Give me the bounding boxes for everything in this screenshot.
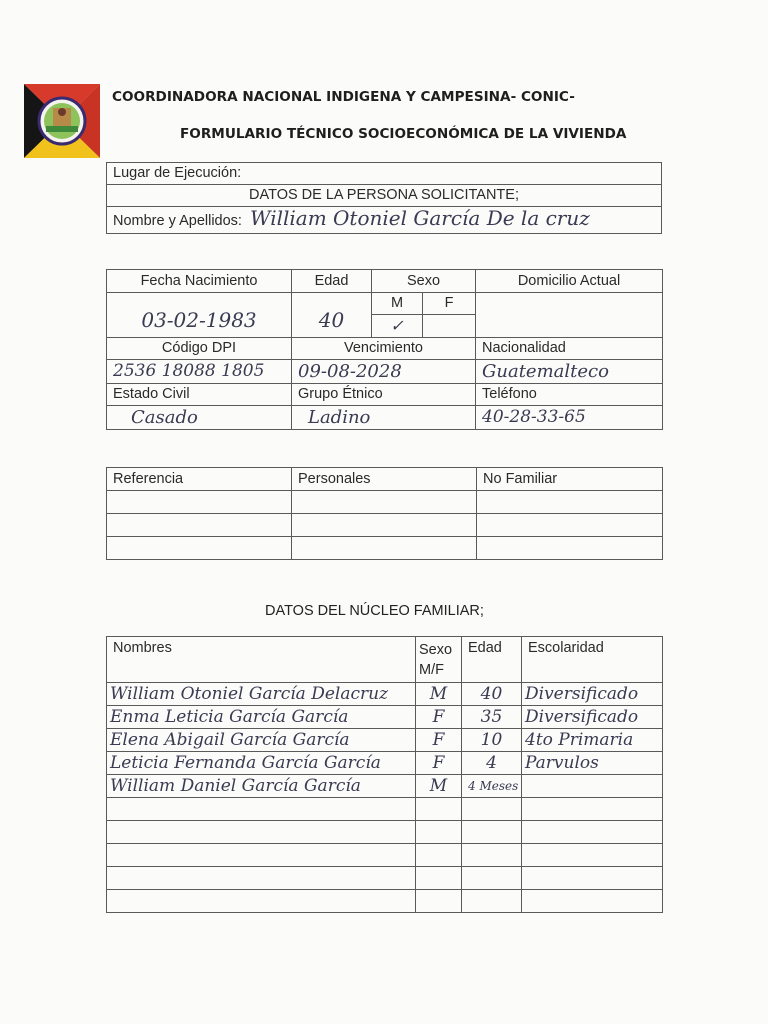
nombre-row [107, 207, 662, 234]
personal-data-table [106, 269, 663, 430]
nombres-header: Nombres [107, 637, 416, 683]
org-name: COORDINADORA NACIONAL INDIGENA Y CAMPESINA- CONIC- [112, 89, 575, 105]
no-familiar-cell[interactable] [477, 491, 663, 514]
member-escolaridad[interactable] [522, 867, 663, 890]
member-escolaridad[interactable]: Parvulos [522, 752, 663, 775]
table-row [107, 775, 663, 798]
member-edad[interactable]: 10 [462, 729, 522, 752]
sexo-header-label: Sexo [419, 642, 453, 658]
table-row [107, 867, 663, 890]
member-edad[interactable]: 4 Meses [462, 775, 522, 798]
member-name[interactable]: William Otoniel García Delacruz [107, 683, 416, 706]
referencia-table [106, 467, 663, 560]
member-name[interactable]: William Daniel García García [107, 775, 416, 798]
member-edad[interactable]: 35 [462, 706, 522, 729]
member-edad[interactable] [462, 798, 522, 821]
escolaridad-header: Escolaridad [522, 637, 663, 683]
telefono-value[interactable]: 40-28-33-65 [476, 406, 663, 430]
member-sexo[interactable]: F [416, 752, 462, 775]
lugar-row [107, 163, 662, 185]
member-escolaridad[interactable] [522, 844, 663, 867]
estado-civil-value[interactable]: Casado [107, 406, 292, 430]
sexo-f-checkbox[interactable] [423, 315, 476, 338]
member-escolaridad[interactable] [522, 821, 663, 844]
member-edad[interactable]: 40 [462, 683, 522, 706]
sexo-m-label: M [372, 293, 423, 315]
dpi-value[interactable]: 2536 18088 1805 [107, 360, 292, 384]
referencia-cell[interactable] [107, 491, 292, 514]
form-title: FORMULARIO TÉCNICO SOCIOECONÓMICA DE LA VIVIENDA [180, 126, 627, 142]
nucleo-section-title: DATOS DEL NÚCLEO FAMILIAR; [265, 603, 484, 619]
member-name[interactable]: Leticia Fernanda García García [107, 752, 416, 775]
personales-cell[interactable] [292, 514, 477, 537]
lugar-label: Lugar de Ejecución: [113, 165, 242, 181]
conic-logo [24, 84, 100, 158]
member-edad[interactable] [462, 844, 522, 867]
telefono-label: Teléfono [476, 384, 663, 406]
table-row [107, 683, 663, 706]
member-sexo[interactable]: F [416, 729, 462, 752]
member-escolaridad[interactable] [522, 890, 663, 913]
solicitante-section-title: DATOS DE LA PERSONA SOLICITANTE; [107, 185, 662, 207]
table-row [107, 752, 663, 775]
table-row [107, 798, 663, 821]
referencia-row [107, 537, 663, 560]
referencia-cell[interactable] [107, 514, 292, 537]
member-edad[interactable] [462, 890, 522, 913]
table-row [107, 729, 663, 752]
edad-label: Edad [292, 270, 372, 293]
member-name[interactable]: Enma Leticia García García [107, 706, 416, 729]
sexo-label: Sexo [372, 270, 476, 293]
vencimiento-value[interactable]: 09-08-2028 [292, 360, 476, 384]
nacionalidad-label: Nacionalidad [476, 338, 663, 360]
solicitante-table [106, 162, 662, 234]
fecha-value[interactable]: 03-02-1983 [107, 293, 292, 338]
member-escolaridad[interactable]: 4to Primaria [522, 729, 663, 752]
member-escolaridad[interactable] [522, 798, 663, 821]
referencia-row [107, 514, 663, 537]
member-sexo[interactable] [416, 844, 462, 867]
nacionalidad-value[interactable]: Guatemalteco [476, 360, 663, 384]
member-escolaridad[interactable] [522, 775, 663, 798]
sexo-f-label: F [423, 293, 476, 315]
member-name[interactable]: Elena Abigail García García [107, 729, 416, 752]
grupo-etnico-value[interactable]: Ladino [292, 406, 476, 430]
table-row [107, 844, 663, 867]
referencia-cell[interactable] [107, 537, 292, 560]
personales-header: Personales [292, 468, 477, 491]
edad-header: Edad [462, 637, 522, 683]
member-sexo[interactable] [416, 821, 462, 844]
member-edad[interactable] [462, 867, 522, 890]
member-edad[interactable] [462, 821, 522, 844]
table-row [107, 706, 663, 729]
nombre-value[interactable]: William Otoniel García De la cruz [249, 206, 590, 230]
domicilio-label: Domicilio Actual [476, 270, 663, 293]
no-familiar-cell[interactable] [477, 537, 663, 560]
domicilio-value[interactable] [476, 293, 663, 338]
member-name[interactable] [107, 890, 416, 913]
member-name[interactable] [107, 798, 416, 821]
sexo-header [416, 637, 462, 683]
member-sexo[interactable] [416, 867, 462, 890]
personales-cell[interactable] [292, 491, 477, 514]
member-sexo[interactable] [416, 798, 462, 821]
member-escolaridad[interactable]: Diversificado [522, 706, 663, 729]
edad-value[interactable]: 40 [292, 293, 372, 338]
member-edad[interactable]: 4 [462, 752, 522, 775]
member-sexo[interactable] [416, 890, 462, 913]
member-name[interactable] [107, 821, 416, 844]
member-escolaridad[interactable]: Diversificado [522, 683, 663, 706]
member-sexo[interactable]: M [416, 775, 462, 798]
nombre-label: Nombre y Apellidos: [113, 213, 242, 229]
member-name[interactable] [107, 867, 416, 890]
no-familiar-header: No Familiar [477, 468, 663, 491]
member-sexo[interactable]: M [416, 683, 462, 706]
nucleo-table [106, 636, 663, 913]
referencia-row [107, 491, 663, 514]
no-familiar-cell[interactable] [477, 514, 663, 537]
vencimiento-label: Vencimiento [292, 338, 476, 360]
table-row [107, 890, 663, 913]
member-name[interactable] [107, 844, 416, 867]
member-sexo[interactable]: F [416, 706, 462, 729]
fecha-label: Fecha Nacimiento [107, 270, 292, 293]
sexo-m-checkbox[interactable]: ✓ [372, 315, 423, 338]
grupo-etnico-label: Grupo Étnico [292, 384, 476, 406]
dpi-label: Código DPI [107, 338, 292, 360]
sexo-header-sub: M/F [419, 662, 444, 678]
estado-civil-label: Estado Civil [107, 384, 292, 406]
table-row [107, 821, 663, 844]
personales-cell[interactable] [292, 537, 477, 560]
referencia-header: Referencia [107, 468, 292, 491]
